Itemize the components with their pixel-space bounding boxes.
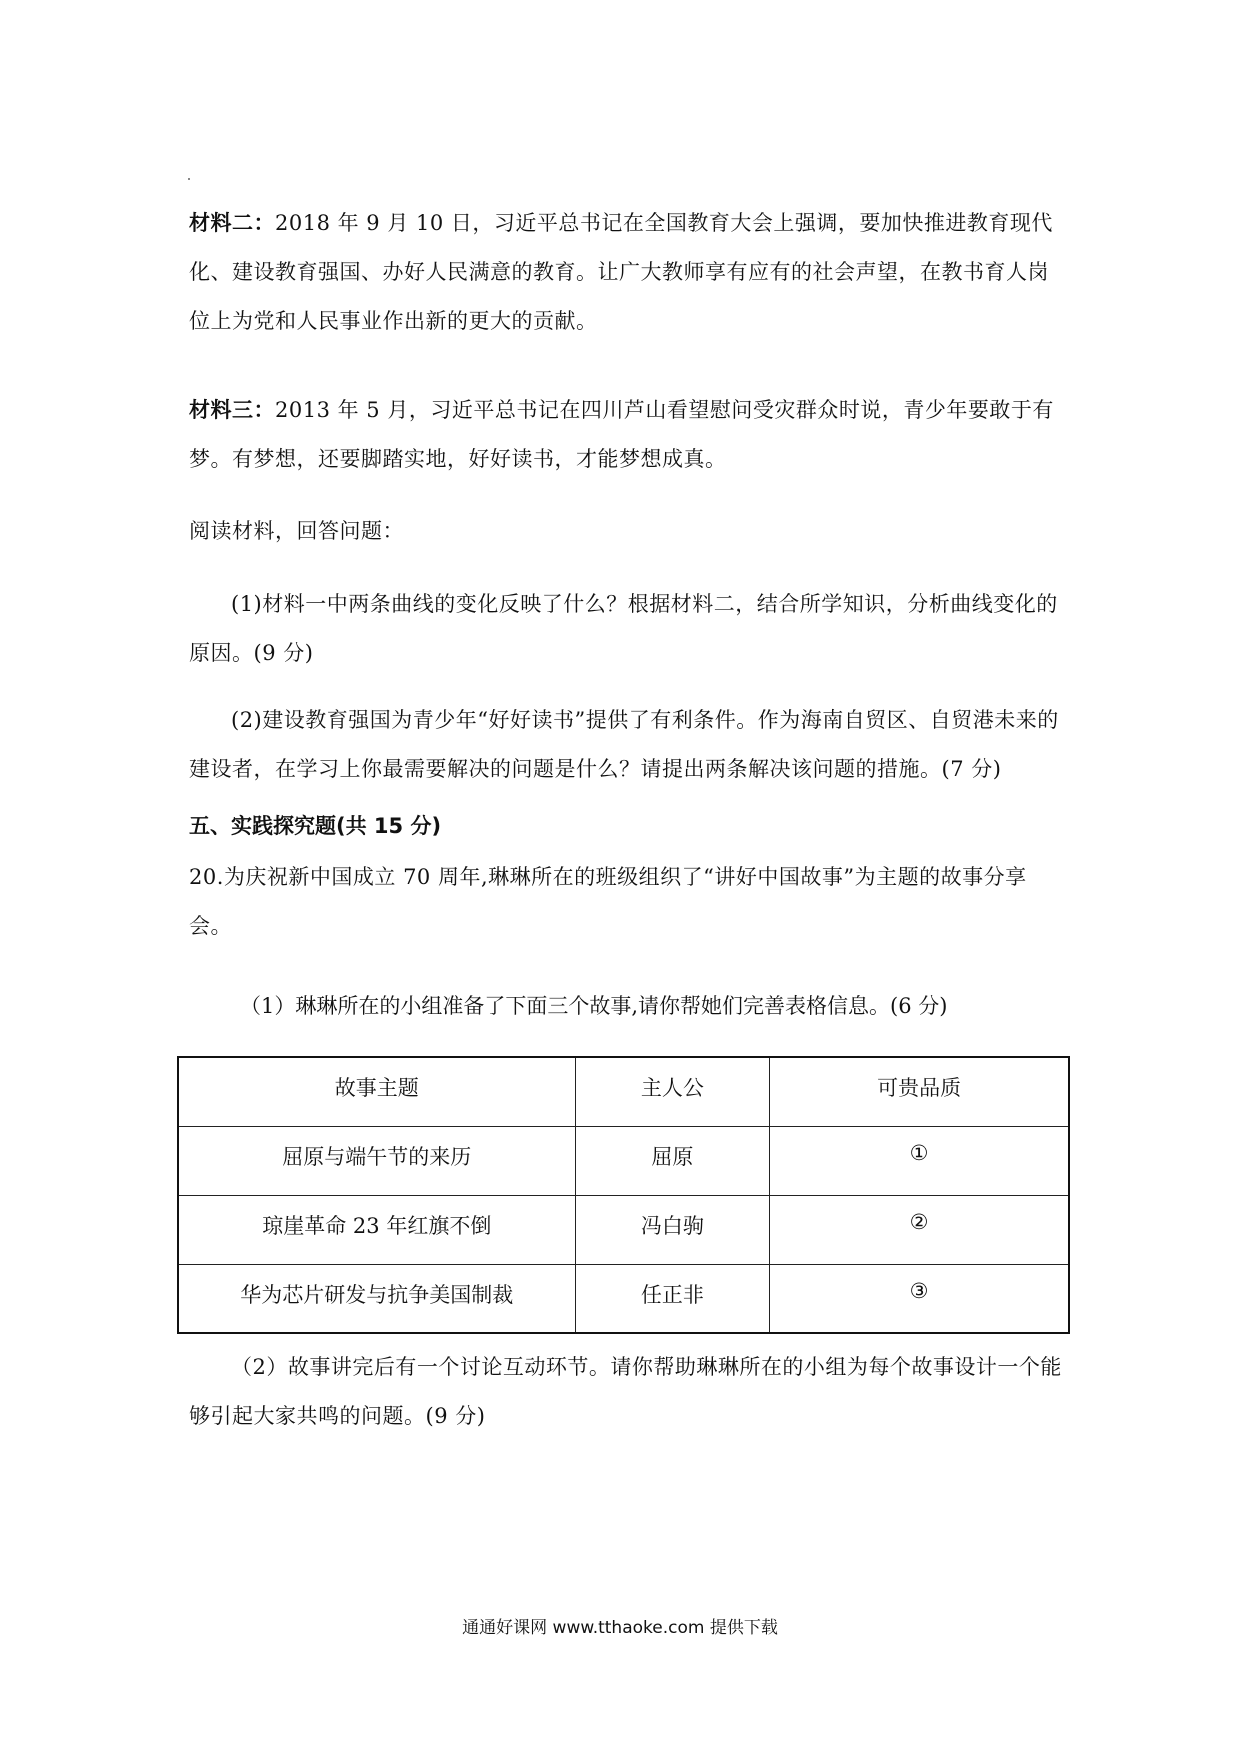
table-row [178, 1195, 1069, 1264]
material-3-label: 材料三： [189, 397, 275, 422]
table-cell: 任正非 [575, 1264, 770, 1333]
material-2-text: 2018 年 9 月 10 日，习近平总书记在全国教育大会上强调，要加快推进教育现代化、建设教育强国、办好人民满意的教育。让广大教师享有应有的社会声望，在教书育人岗位上为党和人民事业作出新的更大的贡献。 [189, 211, 1053, 333]
table-cell: 琼崖革命 23 年红旗不倒 [178, 1195, 575, 1264]
material-2 [189, 198, 1069, 346]
table-header: 主人公 [575, 1057, 770, 1126]
question-1: (1)材料一中两条曲线的变化反映了什么？根据材料二，结合所学知识，分析曲线变化的原因。(9 分) [189, 592, 1058, 665]
material-3 [189, 385, 1069, 484]
table-row [178, 1126, 1069, 1195]
table-cell: ② [770, 1195, 1069, 1264]
table-cell: ① [770, 1126, 1069, 1195]
material-3-text: 2013 年 5 月，习近平总书记在四川芦山看望慰问受灾群众时说，青少年要敢于有梦。有梦想，还要脚踏实地，好好读书，才能梦想成真。 [189, 398, 1054, 471]
question-20-1: （1）琳琳所在的小组准备了下面三个故事,请你帮她们完善表格信息。(6 分) [240, 994, 948, 1018]
question-20-2: （2）故事讲完后有一个讨论互动环节。请你帮助琳琳所在的小组为每个故事设计一个能够引起大家共鸣的问题。(9 分) [189, 1355, 1062, 1428]
table-cell: 屈原 [575, 1126, 770, 1195]
scan-speck [188, 178, 190, 180]
table-row [178, 1264, 1069, 1333]
footer-credit: 通通好课网 www.tthaoke.com 提供下载 [462, 1618, 778, 1638]
table-header: 故事主题 [178, 1057, 575, 1126]
material-2-label: 材料二： [189, 210, 275, 235]
table-cell: 屈原与端午节的来历 [178, 1126, 575, 1195]
table-cell: ③ [770, 1264, 1069, 1333]
question-2: (2)建设教育强国为青少年“好好读书”提供了有利条件。作为海南自贸区、自贸港未来的建设者，在学习上你最需要解决的问题是什么？请提出两条解决该问题的措施。(7 分) [189, 708, 1059, 781]
section-5-heading: 五、实践探究题(共 15 分) [189, 814, 442, 838]
table-header: 可贵品质 [770, 1057, 1069, 1126]
reading-instruction: 阅读材料，回答问题： [189, 519, 404, 543]
table-cell: 冯白驹 [575, 1195, 770, 1264]
table-cell: 华为芯片研发与抗争美国制裁 [178, 1264, 575, 1333]
question-20: 20.为庆祝新中国成立 70 周年,琳琳所在的班级组织了“讲好中国故事”为主题的故事分享会。 [189, 865, 1027, 938]
table-header-row [178, 1057, 1069, 1126]
story-table [177, 1056, 1070, 1334]
